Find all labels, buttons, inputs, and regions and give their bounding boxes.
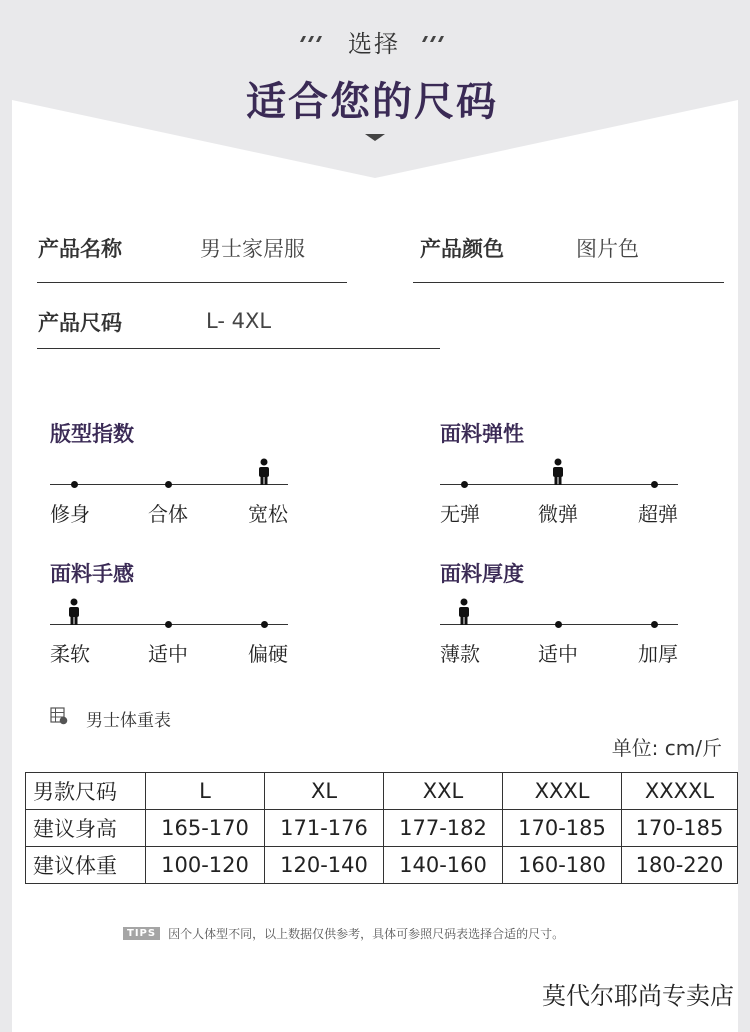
table-cell: XXXL [503, 773, 622, 810]
table-cell: 177-182 [384, 810, 503, 847]
table-cell: 170-185 [622, 810, 738, 847]
scale-label: 修身 [50, 502, 90, 526]
row-header-cell: 男款尺码 [26, 773, 146, 810]
product-color-label: 产品颜色 [420, 237, 504, 261]
tips-row [123, 925, 564, 942]
table-cell: XL [265, 773, 384, 810]
person-marker-icon [457, 598, 471, 626]
table-cell: 165-170 [146, 810, 265, 847]
table-cell: XXXXL [622, 773, 738, 810]
scale-dot [651, 481, 658, 488]
product-name-value: 男士家居服 [200, 237, 305, 261]
header-big-title: 适合您的尺码 [246, 79, 498, 125]
tips-text: 因个人体型不同，以上数据仅供参考，具体可参照尺码表选择合适的尺寸。 [168, 927, 565, 941]
index-title: 版型指数 [50, 422, 134, 446]
left-dash-icon [296, 30, 326, 42]
table-cell: 120-140 [265, 847, 384, 884]
person-marker-icon [551, 458, 565, 486]
table-row [26, 773, 738, 810]
person-marker-icon [67, 598, 81, 626]
index-block-1 [440, 418, 690, 526]
table-cell: 170-185 [503, 810, 622, 847]
table-cell: 100-120 [146, 847, 265, 884]
scale-label: 超弹 [638, 502, 678, 526]
scale-dot [555, 621, 562, 628]
table-row [26, 847, 738, 884]
index-title: 面料手感 [50, 562, 134, 586]
index-block-0 [50, 418, 300, 526]
scale-label: 偏硬 [248, 642, 288, 666]
weight-table-label: 男士体重表 [86, 711, 171, 731]
row-header-cell: 建议身高 [26, 810, 146, 847]
row-header-cell: 建议体重 [26, 847, 146, 884]
scale-dot [165, 621, 172, 628]
scale-dot [651, 621, 658, 628]
scale-dot [165, 481, 172, 488]
table-cell: L [146, 773, 265, 810]
index-block-3 [440, 558, 690, 666]
table-cell: 140-160 [384, 847, 503, 884]
product-color-underline [413, 282, 724, 283]
scale-label: 无弹 [440, 502, 480, 526]
table-cell: 180-220 [622, 847, 738, 884]
shop-watermark: 莫代尔耶尚专卖店 [542, 982, 734, 1010]
scale-label: 适中 [538, 642, 578, 666]
table-cell: 160-180 [503, 847, 622, 884]
index-block-2 [50, 558, 300, 666]
table-cell: 171-176 [265, 810, 384, 847]
product-name-underline [37, 282, 347, 283]
scale-dot [261, 621, 268, 628]
scale-label: 宽松 [248, 502, 288, 526]
index-title: 面料弹性 [440, 422, 524, 446]
person-marker-icon [257, 458, 271, 486]
scale-label: 柔软 [50, 642, 90, 666]
table-row [26, 810, 738, 847]
scale-dot [71, 481, 78, 488]
table-icon [50, 707, 68, 725]
product-size-label: 产品尺码 [38, 311, 122, 335]
unit-label: 单位: cm/斤 [611, 736, 722, 760]
product-name-label: 产品名称 [38, 237, 122, 261]
right-dash-icon [418, 30, 448, 42]
scale-label: 合体 [148, 502, 188, 526]
index-title: 面料厚度 [440, 562, 524, 586]
product-color-value: 图片色 [576, 237, 639, 261]
scale-label: 薄款 [440, 642, 480, 666]
scale-dot [461, 481, 468, 488]
scale-label: 微弹 [538, 502, 578, 526]
size-table [25, 772, 738, 884]
tips-badge: TIPS [123, 927, 160, 940]
product-size-value: L- 4XL [206, 309, 272, 333]
header-small-title: 选择 [348, 30, 400, 58]
table-cell: XXL [384, 773, 503, 810]
scale-label: 适中 [148, 642, 188, 666]
product-size-underline [37, 348, 440, 349]
scale-label: 加厚 [638, 642, 678, 666]
